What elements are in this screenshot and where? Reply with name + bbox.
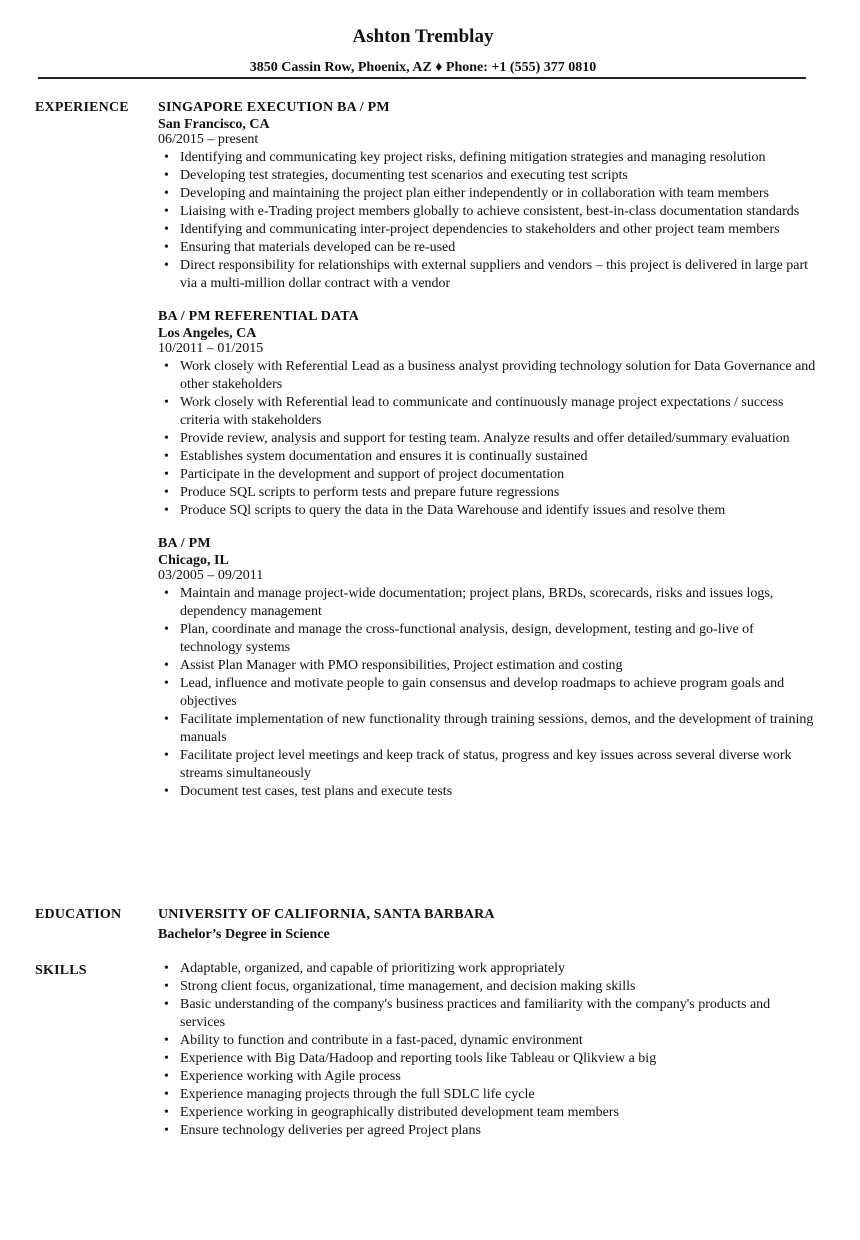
job-bullet: • Identifying and communicating key project risks, defining mitigation strategies and managing resolution [158,149,818,167]
job-entry [158,535,818,801]
job-title: BA / PM REFERENTIAL DATA [158,309,360,324]
job-location: San Francisco, CA [158,117,270,132]
skills-section [158,960,818,1140]
job-title: BA / PM [158,536,211,551]
experience-section [158,99,818,816]
school-name: UNIVERSITY OF CALIFORNIA, SANTA BARBARA [158,907,495,922]
job-entry [158,308,818,520]
job-dates: 06/2015 – present [158,132,259,147]
header-divider [38,77,806,79]
job-bullet: • Liaising with e-Trading project members globally to achieve consistent, best-in-class documentation standards [158,203,818,221]
job-bullet: • Provide review, analysis and support for testing team. Analyze results and offer detailed/summary evaluation [158,430,818,448]
education-label: EDUCATION [35,907,122,922]
skill-item: • Experience with Big Data/Hadoop and reporting tools like Tableau or Qlikview a big [158,1050,818,1068]
skill-item: • Adaptable, organized, and capable of prioritizing work appropriately [158,960,818,978]
job-entry [158,99,818,293]
experience-label: EXPERIENCE [35,100,129,115]
skill-item: • Experience working in geographically distributed development team members [158,1104,818,1122]
job-bullet: • Plan, coordinate and manage the cross-functional analysis, design, development, testing and go-live of technology systems [158,621,818,657]
job-location: Chicago, IL [158,553,229,568]
job-bullet: • Produce SQl scripts to query the data in the Data Warehouse and identify issues and resolve them [158,502,818,520]
job-bullet: • Participate in the development and support of project documentation [158,466,818,484]
skill-item: • Ensure technology deliveries per agreed Project plans [158,1122,818,1140]
job-bullets [158,149,818,293]
contact-line: 3850 Cassin Row, Phoenix, AZ ♦ Phone: +1 (555) 377 0810 [249,60,597,75]
job-bullet: • Facilitate implementation of new functionality through training sessions, demos, and the development of training manuals [158,711,818,747]
skill-item: • Strong client focus, organizational, time management, and decision making skills [158,978,818,996]
job-bullet: • Developing test strategies, documenting test scenarios and executing test scripts [158,167,818,185]
job-bullet: • Lead, influence and motivate people to gain consensus and develop roadmaps to achieve program goals and objectives [158,675,818,711]
job-dates: 10/2011 – 01/2015 [158,341,264,356]
job-bullet: • Ensuring that materials developed can be re-used [158,239,818,257]
education-section [158,905,818,945]
skill-item: • Ability to function and contribute in a fast-paced, dynamic environment [158,1032,818,1050]
degree: Bachelor’s Degree in Science [158,927,330,942]
job-bullet: • Document test cases, test plans and execute tests [158,783,818,801]
skills-list [158,960,818,1140]
job-bullet: • Work closely with Referential lead to communicate and continuously manage project expectations / success criteria with stakeholders [158,394,818,430]
job-bullet: • Work closely with Referential Lead as a business analyst providing technology solution for Data Governance and other stakeholders [158,358,818,394]
candidate-name: Ashton Tremblay [352,26,494,47]
job-bullet: • Identifying and communicating inter-project dependencies to stakeholders and other project team members [158,221,818,239]
job-bullet: • Direct responsibility for relationships with external suppliers and vendors – this project is delivered in large part via a multi-million dollar contract with a vendor [158,257,818,293]
job-bullet: • Establishes system documentation and ensures it is continually sustained [158,448,818,466]
job-bullet: • Assist Plan Manager with PMO responsibilities, Project estimation and costing [158,657,818,675]
job-dates: 03/2005 – 09/2011 [158,568,264,583]
job-bullet: • Facilitate project level meetings and keep track of status, progress and key issues across several diverse work streams simultaneously [158,747,818,783]
job-bullet: • Developing and maintaining the project plan either independently or in collaboration with team members [158,185,818,203]
job-bullets [158,358,818,520]
job-location: Los Angeles, CA [158,326,257,341]
skill-item: • Experience managing projects through the full SDLC life cycle [158,1086,818,1104]
job-bullets [158,585,818,801]
job-bullet: • Maintain and manage project-wide documentation; project plans, BRDs, scorecards, risks and issues logs, dependency management [158,585,818,621]
skill-item: • Experience working with Agile process [158,1068,818,1086]
skill-item: • Basic understanding of the company's business practices and familiarity with the company's products and services [158,996,818,1032]
job-bullet: • Produce SQL scripts to perform tests and prepare future regressions [158,484,818,502]
skills-label: SKILLS [35,963,87,978]
job-title: SINGAPORE EXECUTION BA / PM [158,100,390,115]
